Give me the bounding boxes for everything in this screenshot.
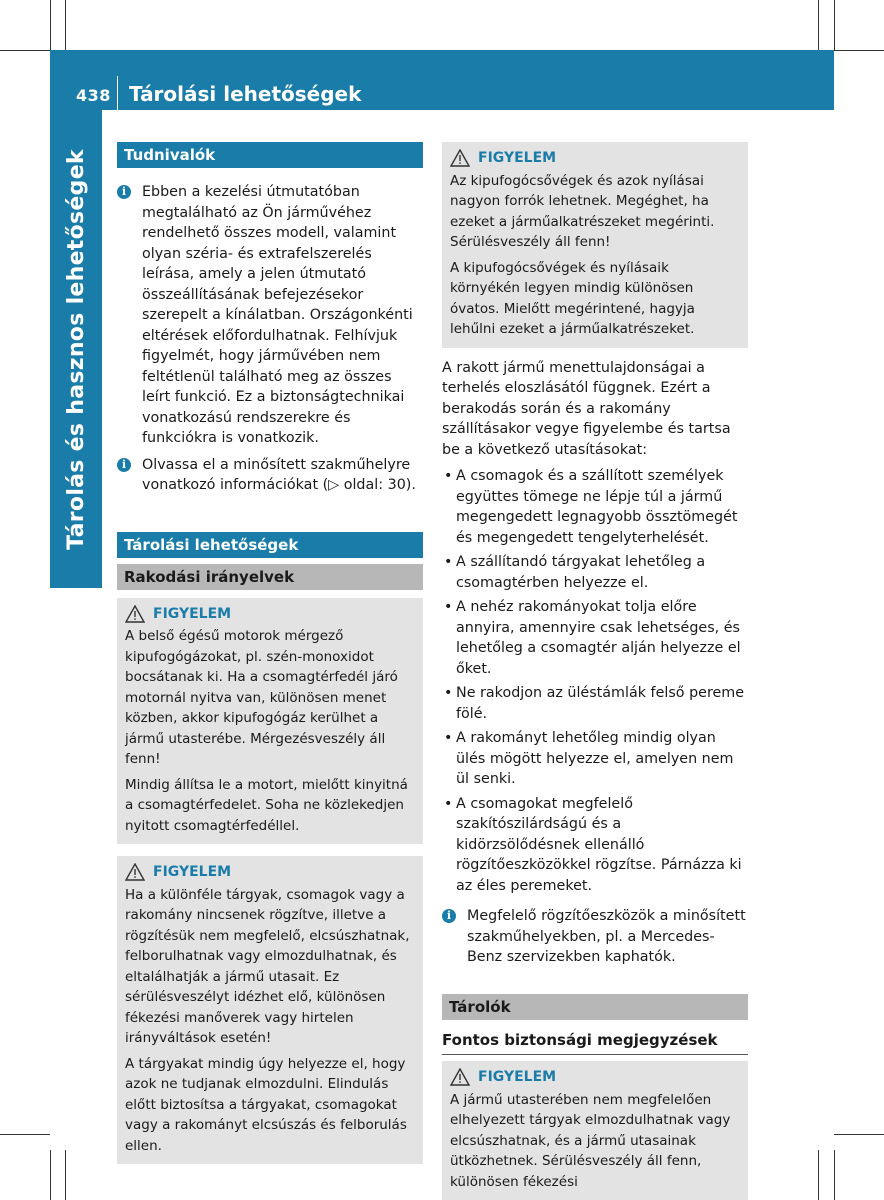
warning-text: A kipufogócsővégek és nyílásaik környékén legyen mindig különösen óvatos. Mielőtt megérintené, hagyja lehűlni ezeket a járműalkatrészeket. (450, 259, 695, 337)
section-heading-storage: Tárolási lehetőségek (117, 532, 423, 558)
crop-mark (834, 1150, 835, 1200)
crop-mark (818, 0, 819, 50)
list-item: • A szállítandó tárgyakat lehetőleg a csomagtérben helyezze el. (442, 552, 748, 593)
warning-label: FIGYELEM (478, 1069, 557, 1085)
info-icon: i (117, 185, 131, 199)
crop-mark (818, 1150, 819, 1200)
crop-mark (65, 0, 66, 50)
warning-header (450, 1067, 740, 1088)
section-heading-compartments: Tárolók (442, 994, 748, 1020)
list-item: • A csomagokat megfelelő szakítószilárdságú és a kidörzsölődésnek ellenálló rögzítőeszközökkel rögzítse. Párnázza ki az éles peremeket. (442, 794, 748, 897)
page-number: 438 (76, 86, 111, 105)
header-divider (117, 76, 118, 110)
warning-triangle-icon (450, 149, 470, 167)
warning-box (442, 142, 748, 348)
crop-mark (65, 1150, 66, 1200)
warning-box (442, 1061, 748, 1200)
list-item: • Ne rakodjon az üléstámlák felső pereme fölé. (442, 683, 748, 724)
crop-mark (0, 1134, 50, 1135)
crop-mark (0, 50, 50, 51)
loading-guidelines-list (442, 466, 748, 896)
info-note (117, 182, 423, 449)
list-item: • A rakományt lehetőleg mindig olyan ülés mögött helyezze el, amelyen nem ül senki. (442, 728, 748, 790)
warning-triangle-icon (125, 863, 145, 881)
chapter-side-tab (50, 110, 102, 588)
info-note-text: Megfelelő rögzítőeszközök a minősített szakműhelyekben, pl. a Mercedes-Benz szervizekben kaphatók. (467, 908, 746, 965)
warning-header (125, 862, 415, 883)
body-paragraph: A rakott jármű menettulajdonságai a terhelés eloszlásától függnek. Ezért a berakodás során és a rakomány szállításakor vegye figyelembe és tartsa be a következő utasításokat: (442, 359, 731, 458)
warning-label: FIGYELEM (478, 150, 557, 166)
warning-text: A belső égésű motorok mérgező kipufogógázokat, pl. szén-monoxidot bocsátanak ki. Ha a csomagtérfedél járó motornál nyitva van, különösen menet közben, akkor kipufogógáz kerülhet a jármű utasterébe. Mérgezésveszély áll fenn! (125, 628, 398, 767)
right-column (442, 142, 748, 1200)
warning-header (125, 604, 415, 625)
warning-label: FIGYELEM (153, 605, 232, 622)
warning-triangle-icon (125, 605, 145, 623)
subsection-heading-safety: Fontos biztonsági megjegyzések (442, 1028, 748, 1056)
warning-text: Az kipufogócsővégek és azok nyílásai nagyon forrók lehetnek. Megéghet, ha ezeket a járműalkatrészeket megérinti. Sérülésveszély áll fenn! (450, 172, 715, 250)
warning-box (117, 598, 423, 845)
subsection-heading-loading: Rakodási irányelvek (117, 564, 423, 590)
warning-text: A jármű utasterében nem megfelelően elhelyezett tárgyak elmozdulhatnak vagy elcsúszhatnak, és a jármű utasainak ütközhetnek. Sérülésveszély áll fenn, különösen fékezési (450, 1091, 731, 1190)
crop-mark (834, 0, 835, 50)
crop-mark (834, 50, 884, 51)
crop-mark (50, 1150, 51, 1200)
info-note-text: Ebben a kezelési útmutatóban megtalálható az Ön járművéhez rendelhető összes modell, valamint olyan széria- és extrafelszerelés leírása, amely a jelen útmutató összeállításának befejezésekor szerepelt a kínálatban. Országonkénti eltérések előfordulhatnak. Felhívjuk figyelmét, hogy járművében nem feltétlenül található meg az összes leírt funkció. Ez a biztonságtechnikai vonatkozású rendszerekre és funkciókra is vonatkozik. (142, 184, 413, 446)
info-note (442, 906, 748, 968)
warning-label: FIGYELEM (153, 864, 232, 880)
list-item: • A nehéz rakományokat tolja előre annyira, amennyire csak lehetséges, és lehetőleg a csomagtér alján helyezze el őket. (442, 597, 748, 679)
info-icon: i (442, 909, 456, 923)
warning-triangle-icon (450, 1068, 470, 1086)
warning-text: Ha a különféle tárgyak, csomagok vagy a rakomány nincsenek rögzítve, illetve a rögzítésük nem megfelelő, elcsúszhatnak, felborulhatnak vagy elmozdulhatnak, és eltalálhatják a jármű utasait. Ez sérülésveszélyt idézhet elő, különösen fékezési manőverek vagy hirtelen irányváltások esetén! (125, 886, 410, 1046)
list-item: • A csomagok és a szállított személyek együttes tömege ne lépje túl a jármű megengedett legnagyobb össztömegét és megengedett tengelyterhelését. (442, 466, 748, 548)
warning-header (450, 148, 740, 169)
warning-text: Mindig állítsa le a motort, mielőtt kinyitná a csomagtérfedelet. Soha ne közlekedjen nyitott csomagtérfedéllel. (125, 776, 408, 834)
info-icon: i (117, 458, 131, 472)
info-note-text: Olvassa el a minősített szakműhelyre vonatkozó információkat (▷ oldal: 30). (142, 456, 416, 493)
warning-text: A tárgyakat mindig úgy helyezze el, hogy azok ne tudjanak elmozdulni. Elindulás előtt biztosítsa a tárgyakat, csomagokat vagy a rakományt elcsúszás és felborulás ellen. (125, 1055, 407, 1154)
page-title: Tárolási lehetőségek (129, 82, 362, 106)
section-heading-notes: Tudnivalók (117, 142, 423, 168)
crop-mark (834, 1134, 884, 1135)
left-column (117, 142, 423, 1164)
crop-mark (50, 0, 51, 50)
chapter-label: Tárolás és hasznos lehetőségek (63, 148, 89, 550)
info-note (117, 455, 423, 496)
warning-box (117, 856, 423, 1164)
